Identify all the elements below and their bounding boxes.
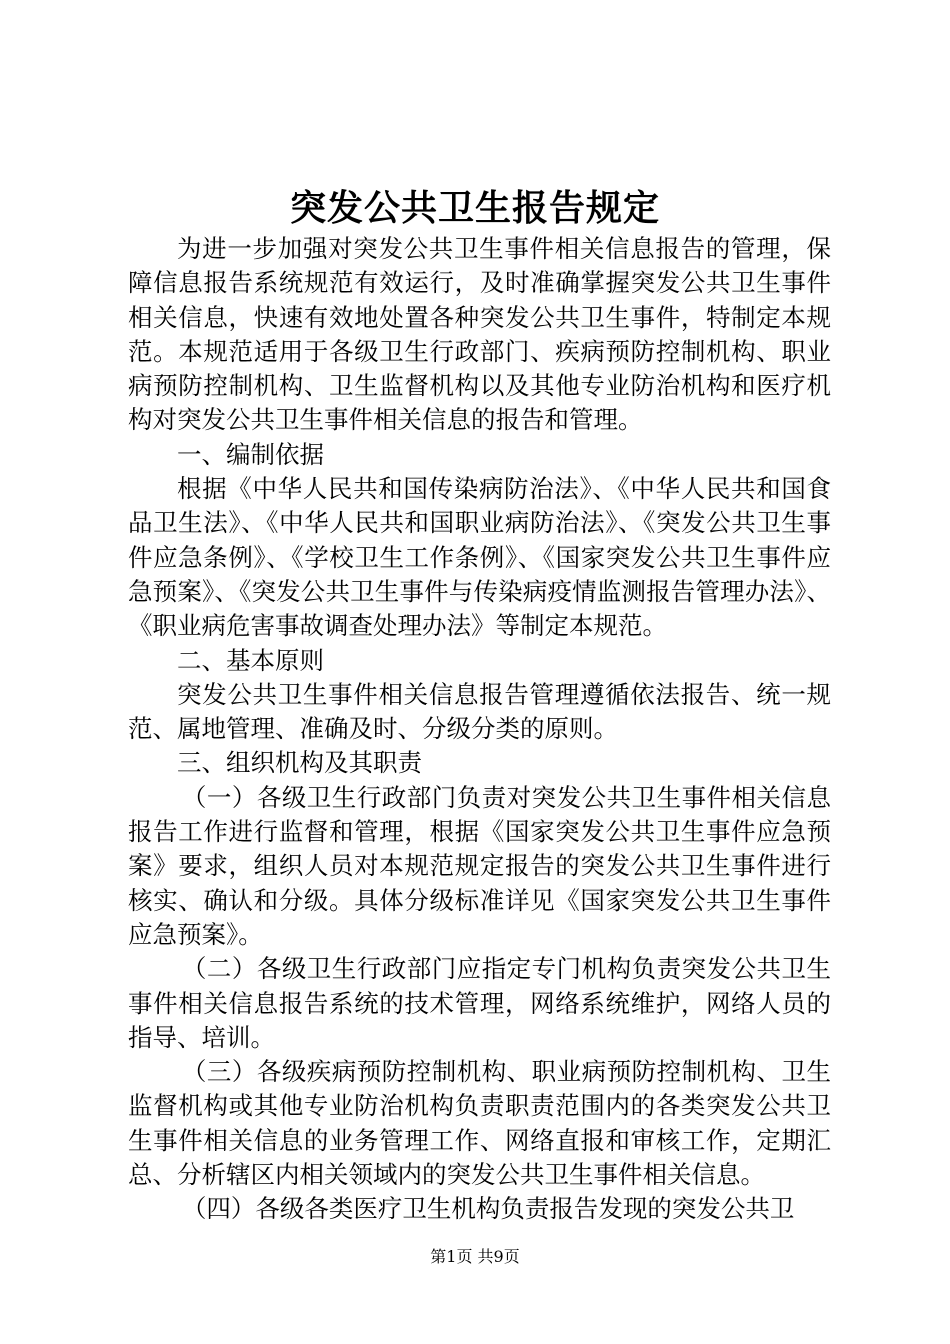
document-body — [128, 232, 831, 1227]
section-heading-basis: 一、编制依据 — [177, 439, 324, 469]
section-heading-organization: 三、组织机构及其职责 — [177, 748, 422, 778]
paragraph-basis: 根据《中华人民共和国传染病防治法》、《中华人民共和国食品卫生法》、《中华人民共和国职业病防治法》、《突发公共卫生事件应急条例》、《学校卫生工作条例》、《国家突发公共卫生事件应急预案》、《突发公共卫生事件与传染病疫情监测报告管理办法》、《职业病危害事故调查处理办法》等制定本规范。 — [128, 474, 831, 641]
paragraph-item-2: （二）各级卫生行政部门应指定专门机构负责突发公共卫生事件相关信息报告系统的技术管理，网络系统维护，网络人员的指导、培训。 — [128, 954, 831, 1052]
page-number-footer: 第1页 共9页 — [430, 1247, 520, 1266]
section-heading-principles: 二、基本原则 — [177, 645, 324, 675]
paragraph-item-3: （三）各级疾病预防控制机构、职业病预防控制机构、卫生监督机构或其他专业防治机构负责职责范围内的各类突发公共卫生事件相关信息的业务管理工作、网络直报和审核工作，定期汇总、分析辖区内相关领域内的突发公共卫生事件相关信息。 — [128, 1057, 831, 1190]
paragraph-item-4: （四）各级各类医疗卫生机构负责报告发现的突发公共卫 — [181, 1194, 795, 1224]
document-title: 突发公共卫生报告规定 — [289, 187, 660, 229]
paragraph-intro: 为进一步加强对突发公共卫生事件相关信息报告的管理，保障信息报告系统规范有效运行，及时准确掌握突发公共卫生事件相关信息，快速有效地处置各种突发公共卫生事件，特制定本规范。本规范适用于各级卫生行政部门、疾病预防控制机构、职业病预防控制机构、卫生监督机构以及其他专业防治机构和医疗机构对突发公共卫生事件相关信息的报告和管理。 — [128, 234, 831, 435]
paragraph-principles: 突发公共卫生事件相关信息报告管理遵循依法报告、统一规范、属地管理、准确及时、分级分类的原则。 — [128, 679, 831, 744]
paragraph-item-1: （一）各级卫生行政部门负责对突发公共卫生事件相关信息报告工作进行监督和管理，根据《国家突发公共卫生事件应急预案》要求，组织人员对本规范规定报告的突发公共卫生事件进行核实、确认和分级。具体分级标准详见《国家突发公共卫生事件应急预案》。 — [128, 782, 831, 949]
